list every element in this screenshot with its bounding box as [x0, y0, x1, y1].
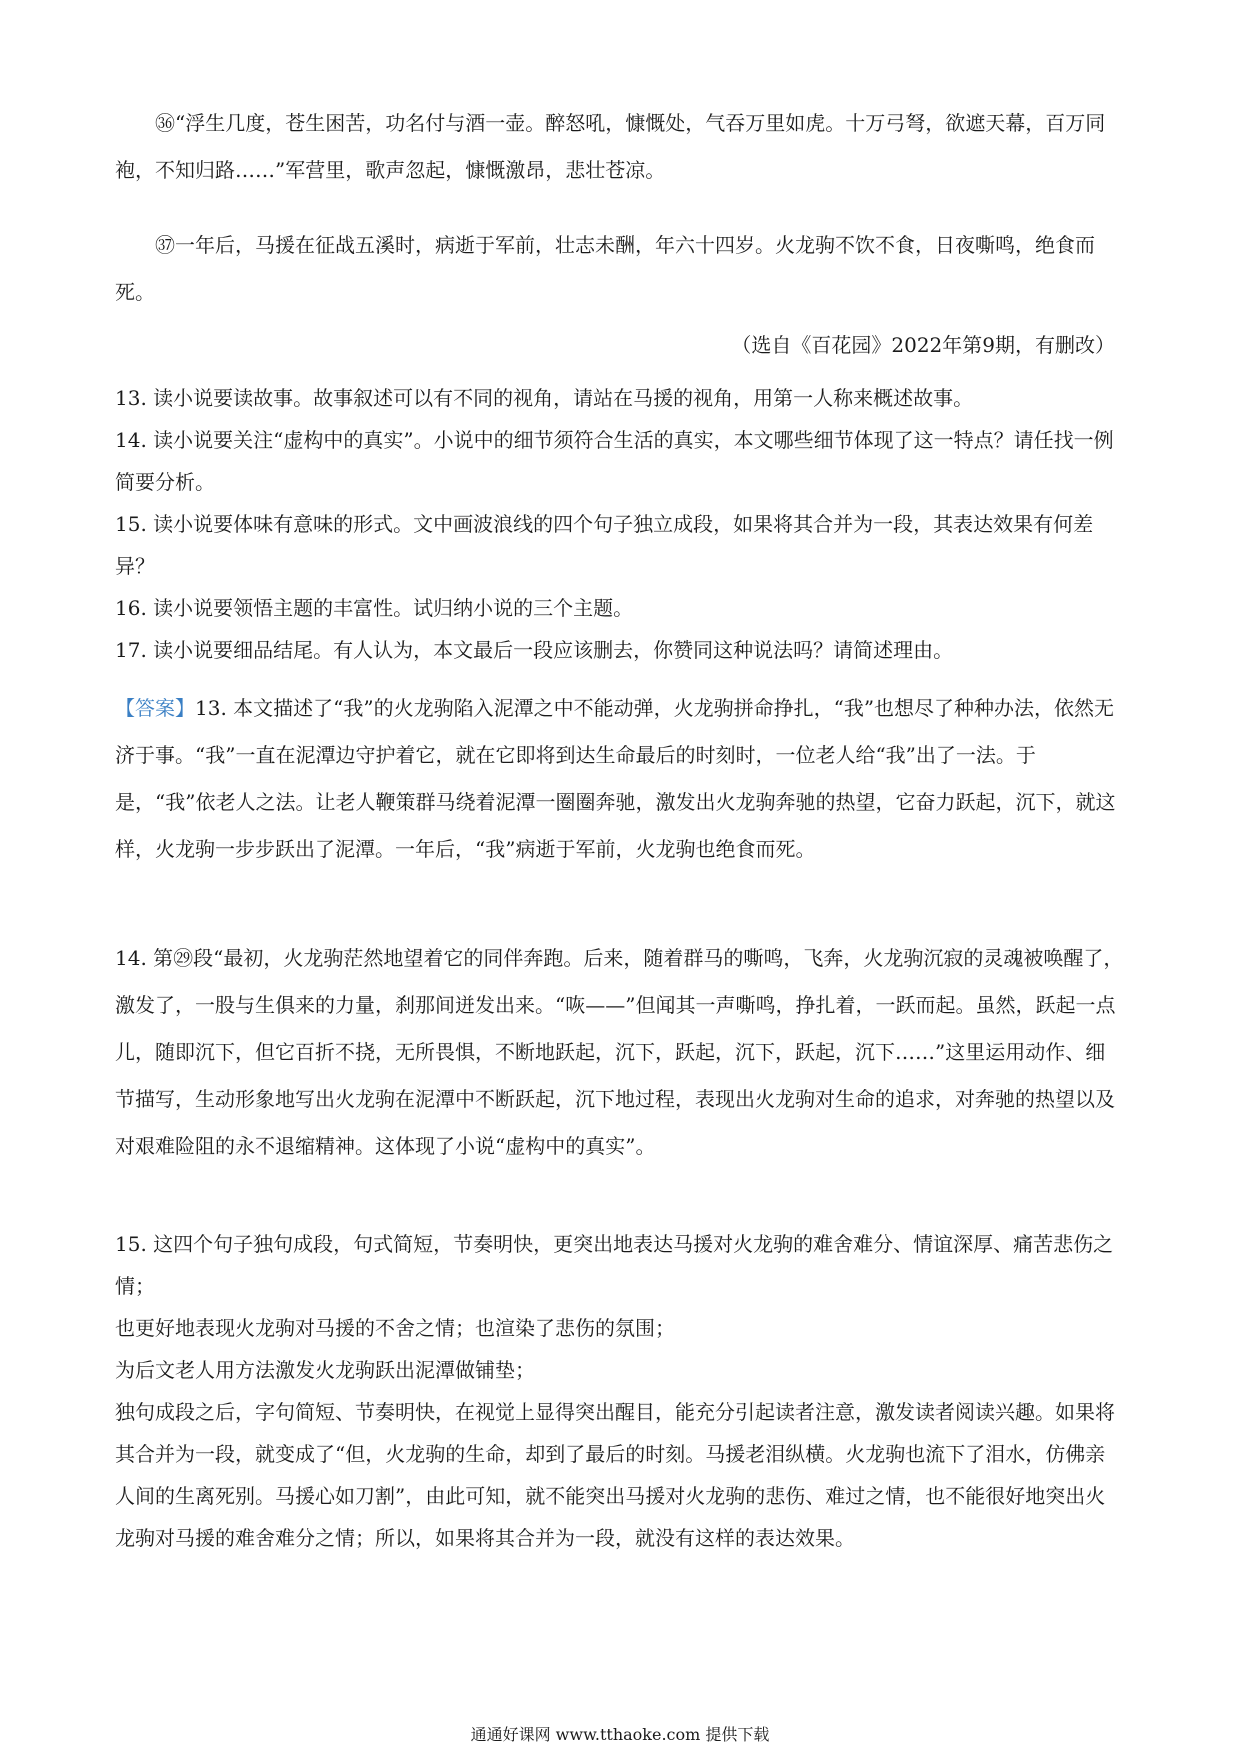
- question-13: 13. 读小说要读故事。故事叙述可以有不同的视角，请站在马援的视角，用第一人称来概述故事。: [115, 386, 974, 410]
- answer-13-text: 13. 本文描述了“我”的火龙驹陷入泥潭之中不能动弹，火龙驹拼命挣扎，“我”也想尽了种种办法，依然无济于事。“我”一直在泥潭边守护着它，就在它即将到达生命最后的时刻时，一位老人给“我”出了一法。于是，“我”依老人之法。让老人鞭策群马绕着泥潭一圈圈奔驰，激发出火龙驹奔驰的热望，它奋力跃起，沉下，就这样，火龙驹一步步跃出了泥潭。一年后，“我”病逝于军前，火龙驹也绝食而死。: [115, 696, 1116, 861]
- answer-15: [115, 1223, 1125, 1559]
- question-14: 14. 读小说要关注“虚构中的真实”。小说中的细节须符合生活的真实，本文哪些细节体现了这一特点？请任找一例简要分析。: [115, 428, 1114, 494]
- answer-13: [115, 685, 1125, 873]
- story-paragraph-36: ㊱“浮生几度，苍生困苦，功名付与酒一壶。醉怒吼，慷慨处，气吞万里如虎。十万弓弩，欲遮天幕，百万同袍，不知归路……”军营里，歌声忽起，慷慨激昂，悲壮苍凉。: [115, 111, 1106, 182]
- story-paragraph-37: ㊲一年后，马援在征战五溪时，病逝于军前，壮志未酬，年六十四岁。火龙驹不饮不食，日夜嘶鸣，绝食而死。: [115, 233, 1095, 304]
- answer-15-line: 独句成段之后，字句简短、节奏明快，在视觉上显得突出醒目，能充分引起读者注意，激发读者阅读兴趣。如果将其合并为一段，就变成了“但，火龙驹的生命，却到了最后的时刻。马援老泪纵横。火龙驹也流下了泪水，仿佛亲人间的生离死别。马援心如刀割”，由此可知，就不能突出马援对火龙驹的悲伤、难过之情，也不能很好地突出火龙驹对马援的难舍难分之情；所以，如果将其合并为一段，就没有这样的表达效果。: [115, 1400, 1115, 1550]
- answer-14: 14. 第㉙段“最初，火龙驹茫然地望着它的同伴奔跑。后来，随着群马的嘶鸣，飞奔，火龙驹沉寂的灵魂被唤醒了，激发了，一股与生俱来的力量，刹那间迸发出来。“咴——”但闻其一声嘶鸣，挣扎着，一跃而起。虽然，跃起一点儿，随即沉下，但它百折不挠，无所畏惧，不断地跃起，沉下，跃起，沉下，跃起，沉下……”这里运用动作、细节描写，生动形象地写出火龙驹在泥潭中不断跃起，沉下地过程，表现出火龙驹对生命的追求，对奔驰的热望以及对艰难险阻的永不退缩精神。这体现了小说“虚构中的真实”。: [115, 946, 1124, 1158]
- question-15: 15. 读小说要体味有意味的形式。文中画波浪线的四个句子独立成段，如果将其合并为一段，其表达效果有何差异？: [115, 512, 1094, 578]
- answer-15-line: 也更好地表现火龙驹对马援的不舍之情；也渲染了悲伤的氛围；: [115, 1316, 675, 1340]
- answer-15-line: 15. 这四个句子独句成段，句式简短，节奏明快，更突出地表达马援对火龙驹的难舍难分、情谊深厚、痛苦悲伤之情；: [115, 1232, 1114, 1298]
- answer-15-line: 为后文老人用方法激发火龙驹跃出泥潭做铺垫；: [115, 1358, 535, 1382]
- question-list: [115, 377, 1125, 671]
- answer-tag: 【答案】: [115, 696, 195, 720]
- question-17: 17. 读小说要细品结尾。有人认为，本文最后一段应该删去，你赞同这种说法吗？请简述理由。: [115, 638, 954, 662]
- source-citation: （选自《百花园》2022年第9期，有删改）: [731, 333, 1115, 357]
- question-16: 16. 读小说要领悟主题的丰富性。试归纳小说的三个主题。: [115, 596, 634, 620]
- page-footer: 通通好课网 www.tthaoke.com 提供下载: [470, 1725, 770, 1744]
